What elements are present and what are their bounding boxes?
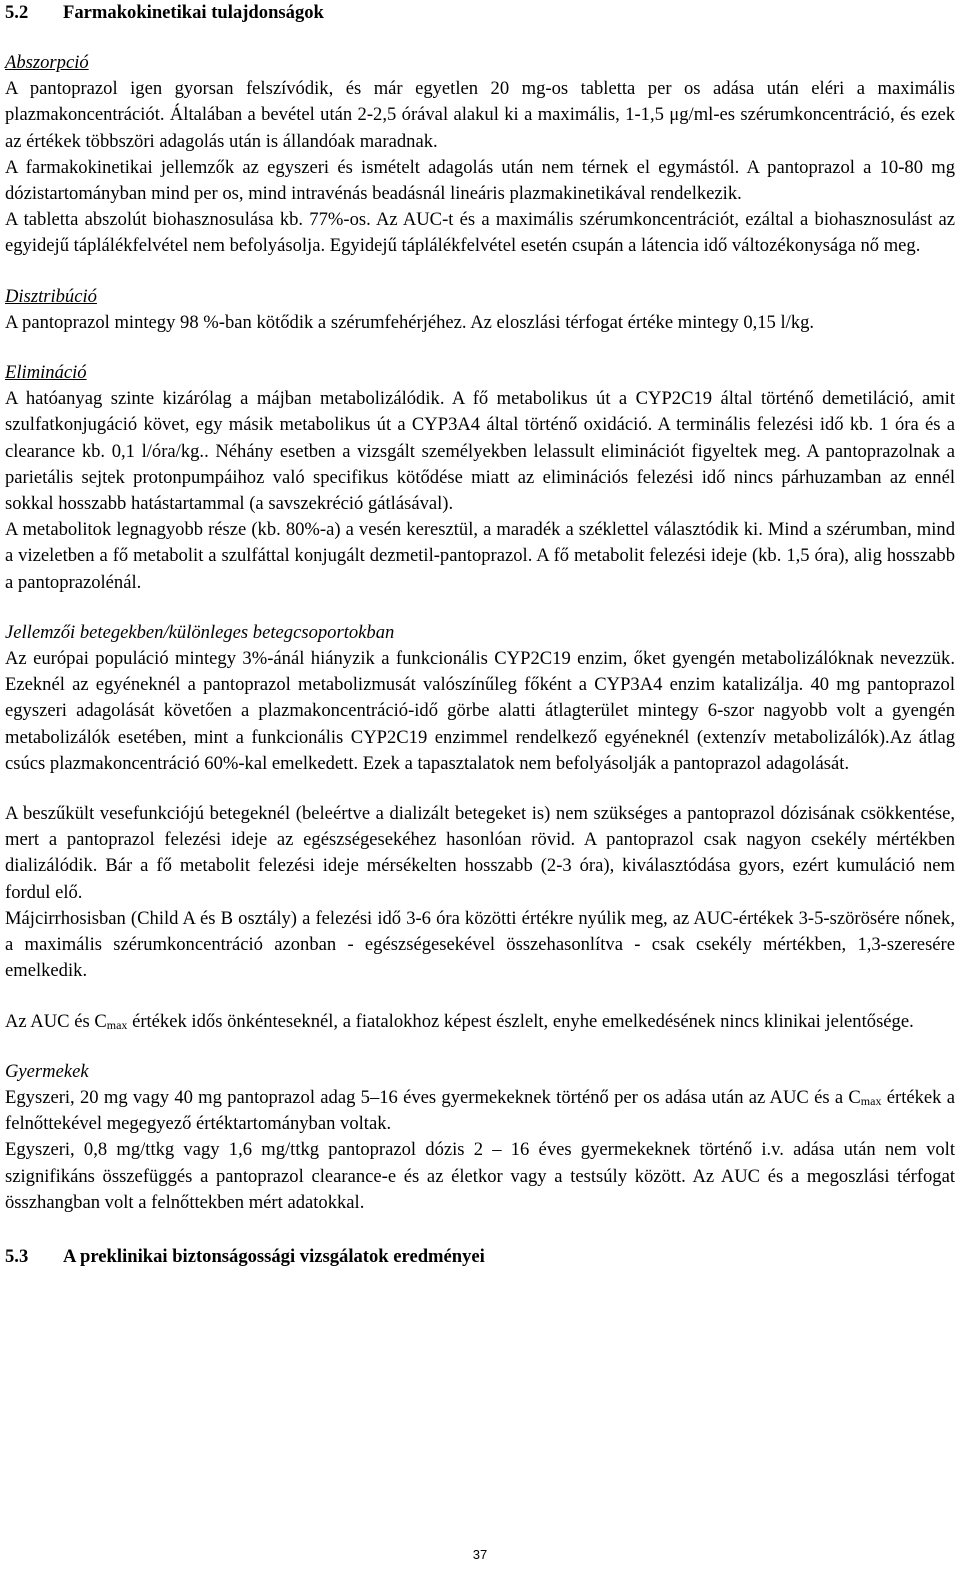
- elimination-paragraph-2: A metabolitok legnagyobb része (kb. 80%-a) a vesén keresztül, a maradék a széklettel választódik ki. Mind a szérumban, mind a vizeletben a fő metabolit a szulfáttal konjugált dezmetil-pantoprazol. A fő metabolit felezési ideje (kb. 1,5 óra), alig hosszabb a pantoprazolénál.: [5, 519, 955, 593]
- absorption-title: Abszorpció: [5, 52, 89, 73]
- distribution-paragraph-1: A pantoprazol mintegy 98 %-ban kötődik a szérumfehérjéhez. Az eloszlási térfogat értéke mintegy 0,15 l/kg.: [5, 311, 815, 333]
- section-number: 5.2: [5, 2, 29, 23]
- children-title: Gyermekek: [5, 1060, 89, 1082]
- section-heading-5-2: [5, 0, 955, 26]
- absorption-paragraph-3: A tabletta abszolút biohasznosulása kb. 77%-os. Az AUC-t és a maximális szérumkoncentrációt, ezáltal a biohasznosulást az egyidejű táplálékfelvétel nem befolyásolja. Egyidejű táplálékfelvétel esetén csupán a látencia idő változékonysága nő meg.: [5, 209, 955, 257]
- special-groups-paragraph-4: [5, 1009, 955, 1035]
- page-number: 37: [472, 1547, 488, 1562]
- document-page: [5, 0, 955, 1270]
- elimination-paragraph-1: A hatóanyag szinte kizárólag a májban metabolizálódik. A fő metabolikus út a CYP2C19 által történő demetiláció, amit szulfatkonjugáció követ, egy másik metabolikus út a CYP3A4 által történő oxidáció. A terminális felezési idő kb. 1 óra és a clearance kb. 0,1 l/óra/kg.. Néhány esetben a vizsgált személyekben lelassult eliminációt figyeltek meg. A pantoprazolnak a parietális sejtek protonpumpáihoz való specifikus kötődése miatt az eliminációs felezési idő nincs párhuzamban az ennél sokkal hosszabb hatástartammal (a savszekréció gátlásával).: [5, 388, 955, 515]
- section-title: A preklinikai biztonságossági vizsgálatok eredményei: [63, 1245, 485, 1267]
- text-fragment: értékek idős önkénteseknél, a fiatalokhoz képest észlelt, enyhe emelkedésének nincs klinikai jelentősége.: [127, 1010, 914, 1032]
- distribution-title: Disztribúció: [5, 285, 97, 307]
- subscript-max: max: [860, 1093, 882, 1108]
- section-title: Farmakokinetikai tulajdonságok: [63, 2, 324, 23]
- elimination-title: Elimináció: [5, 362, 87, 384]
- text-fragment: Egyszeri, 20 mg vagy 40 mg pantoprazol adag 5–16 éves gyermekeknek történő per os adása után az AUC és a C: [5, 1086, 861, 1108]
- text-fragment: Az AUC és C: [5, 1010, 107, 1032]
- section-heading-5-3: [5, 1244, 955, 1270]
- text-fragment: értékek a felnőttekével megegyező értéktartományban voltak.: [5, 1086, 955, 1135]
- children-paragraph-2: Egyszeri, 0,8 mg/ttkg vagy 1,6 mg/ttkg pantoprazol dózis 2 – 16 éves gyermekeknek történő i.v. adása után nem volt szignifikáns összefüggés a pantoprazol clearance-e és az életkor vagy a testsúly között. Az AUC és a megoszlási térfogat összhangban volt a felnőttekben mért adatokkal.: [5, 1139, 955, 1213]
- absorption-paragraph-1: A pantoprazol igen gyorsan felszívódik, és már egyetlen 20 mg-os tabletta per os adása után eléri a maximális plazmakoncentrációt. Általában a bevétel után 2-2,5 órával alakul ki a maximális, 1-1,5 μg/ml-es szérumkoncentráció, és ezek az értékek többszöri adagolás után is állandóak maradnak.: [5, 78, 955, 152]
- section-number: 5.3: [5, 1245, 29, 1267]
- absorption-paragraph-2: A farmakokinetikai jellemzők az egyszeri és ismételt adagolás után nem térnek el egymástól. A pantoprazol a 10-80 mg dózistartományban mind per os, mind intravénás beadásnál lineáris plazmakinetikával rendelkezik.: [5, 156, 955, 205]
- children-paragraph-1: [5, 1085, 955, 1137]
- special-groups-paragraph-1: Az európai populáció mintegy 3%-ánál hiányzik a funkcionális CYP2C19 enzim, őket gyengén metabolizálóknak nevezzük. Ezeknél az egyéneknél a pantoprazol metabolizmusát valószínűleg főként a CYP3A4 enzim katalizálja. 40 mg pantoprazol egyszeri adagolását követően a plazmakoncentráció-idő görbe alatti átlagterület mintegy 6-szor nagyobb volt a gyengén metabolizálók esetében, mint a funkcionális CYP2C19 enzimmel rendelkező egyéneknél (extenzív metabolizálók).Az átlag csúcs plazmakoncentráció 60%-kal emelkedett. Ezek a tapasztalatok nem befolyásolják a pantoprazol adagolását.: [5, 648, 955, 774]
- special-groups-paragraph-3: Májcirrhosisban (Child A és B osztály) a felezési idő 3-6 óra közötti értékre nyúlik meg, az AUC-értékek 3-5-szörösére nőnek, a maximális szérumkoncentráció azonban - egészségesekével összehasonlítva - csak csekély mértékben, 1,3-szeresére emelkedik.: [5, 907, 955, 982]
- special-groups-paragraph-2: A beszűkült vesefunkciójú betegeknél (beleértve a dializált betegeket is) nem szükséges a pantoprazol dózisának csökkentése, mert a pantoprazol felezési ideje az egészségesekéhez hasonlóan rövid. A pantoprazol csak nagyon csekély mértékben dializálódik. Bár a fő metabolit felezési ideje mérsékelten hosszabb (2-3 óra), kiválasztódása gyors, ezért kumuláció nem fordul elő.: [5, 803, 955, 903]
- subscript-max: max: [106, 1017, 128, 1032]
- special-groups-title: Jellemzői betegekben/különleges betegcsoportokban: [5, 621, 395, 643]
